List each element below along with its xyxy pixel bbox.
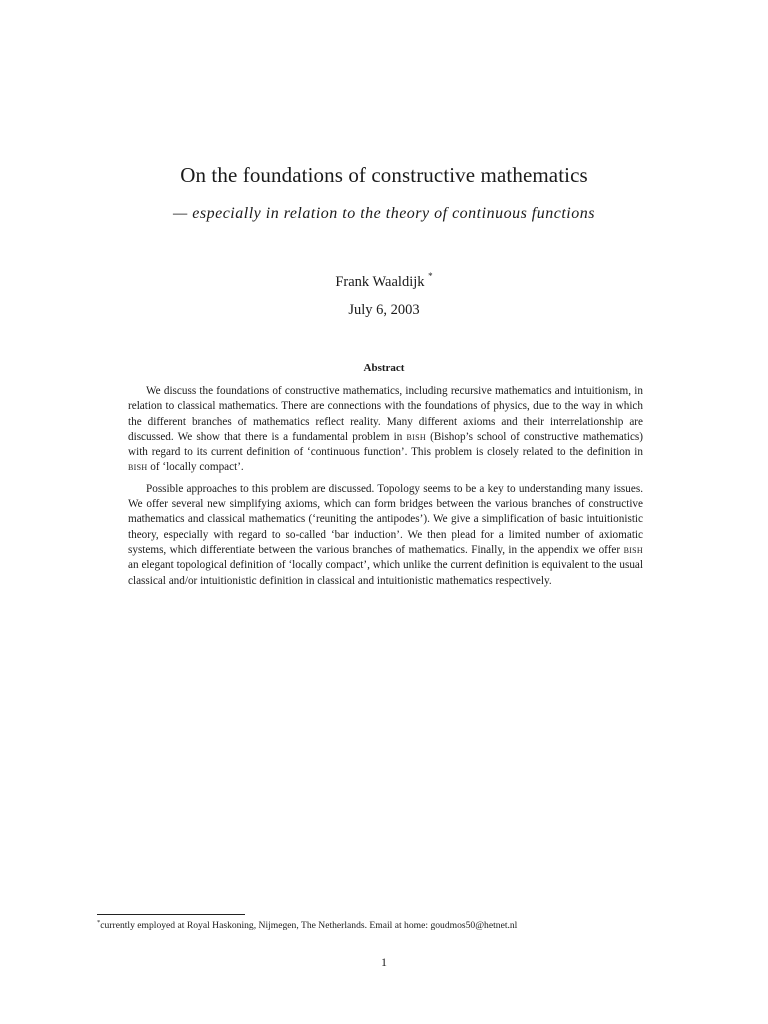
abstract-body	[128, 384, 643, 595]
footnote	[97, 919, 657, 931]
page-number: 1	[381, 955, 387, 969]
abstract-p2-text-b: an elegant topological definition of ‘locally compact’, which unlike the current definition is equivalent to the usual classical and/or intuitionistic definition in classical and intuitionistic mathematics respectively.	[128, 559, 643, 587]
paper-subtitle: — especially in relation to the theory of continuous functions	[173, 205, 595, 222]
footnote-mark: *	[97, 919, 101, 926]
abstract-p1-text-b: (Bishop’s school of constructive mathematics) with regard to its current definition of ‘continuous function’. This problem is closely related to the definition in	[128, 430, 643, 459]
abstract-p2-text-a: Possible approaches to this problem are discussed. Topology seems to be a key to understanding many issues. We offer several new simplifying axioms, which can form bridges between the various branches of constructive mathematics and classical mathematics (‘reuniting the antipodes’). We give a simplification of basic intuitionistic theory, especially with regard to so-called ‘bar induction’. We then plead for a limited number of axiomatic systems, which differentiate between the various branches of mathematics. Finally, in the appendix we offer	[128, 482, 643, 556]
paper-title: On the foundations of constructive mathematics	[180, 163, 588, 187]
abstract-paragraph-2	[128, 482, 643, 589]
abstract-p1-text-a: We discuss the foundations of constructive mathematics, including recursive mathematics and intuitionism, in relation to classical mathematics. There are connections with the foundations of physics, due to the way in which the different branches of mathematics reflect reality. Many different axioms and their interrelationship are discussed. We show that there is a fundamental problem in	[128, 385, 643, 443]
abstract-p2-bish: bish	[623, 543, 643, 556]
author-name: Frank Waaldijk	[335, 273, 425, 290]
abstract-paragraph-1	[128, 384, 643, 476]
author-line	[0, 272, 768, 291]
author-footnote-mark: *	[428, 271, 433, 281]
paper-date: July 6, 2003	[348, 302, 420, 318]
footnote-text: currently employed at Royal Haskoning, Nijmegen, The Netherlands. Email at home: goudmos50@hetnet.nl	[100, 920, 518, 932]
abstract-p1-text-c: of ‘locally compact’.	[147, 461, 244, 474]
footnote-rule	[97, 914, 245, 915]
abstract-heading: Abstract	[363, 362, 405, 374]
abstract-p1-bish-1: bish	[406, 430, 426, 443]
abstract-p1-bish-2: bish	[128, 461, 148, 474]
